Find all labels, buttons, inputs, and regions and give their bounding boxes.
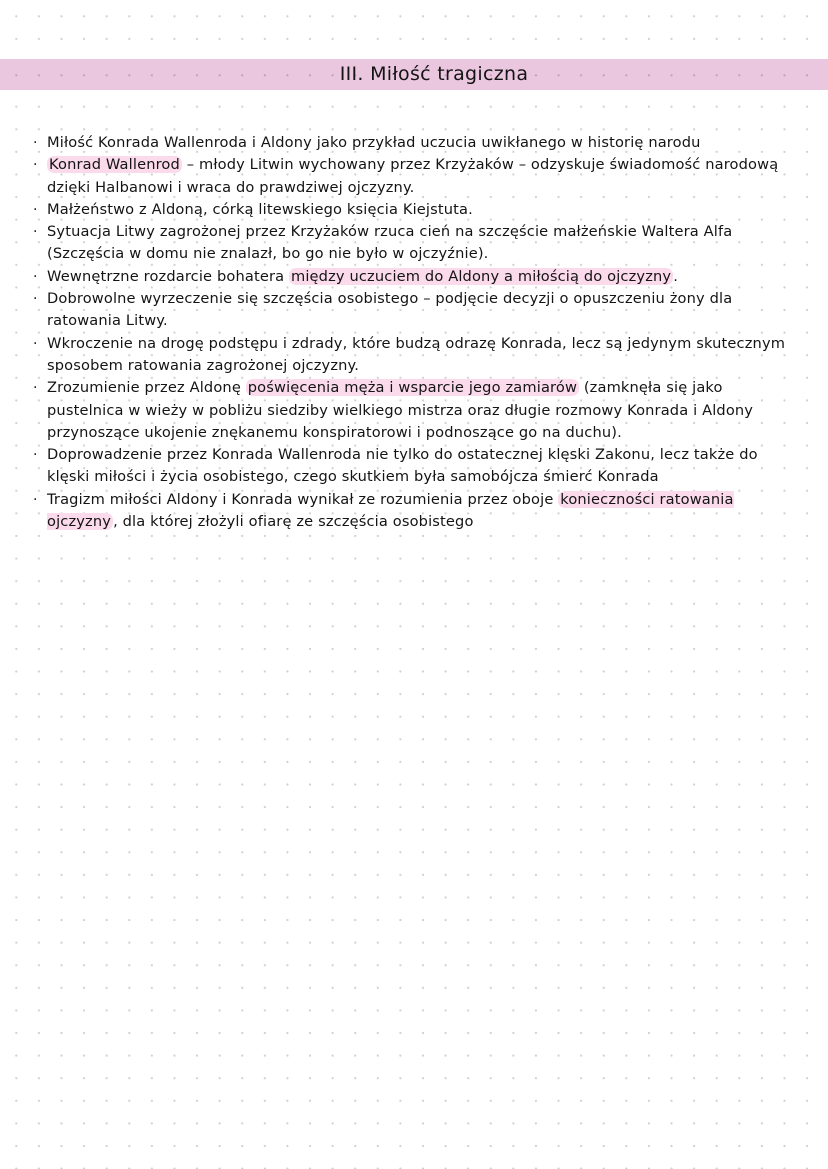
note-text: . [673,267,678,285]
bullet-dot-icon: · [33,447,38,464]
note-text: Sytuacja Litwy zagrożonej przez Krzyżaków rzuca cień na szczęście małżeńskie Waltera Alfa (Szczęścia w domu nie znalazł, bo go nie było w ojczyźnie). [47,223,733,263]
note-text: Wewnętrzne rozdarcie bohatera [47,267,289,285]
note-text: Zrozumienie przez Aldonę [47,379,246,397]
highlighted-text: poświęcenia męża i wsparcie jego zamiarów [247,379,578,397]
bullet-dot-icon: · [33,135,38,151]
note-item [32,333,802,378]
bullet-dot-icon: · [33,335,38,352]
note-text: Tragizm miłości Aldony i Konrada wynikał ze rozumienia przez oboje [47,490,559,508]
bullet-dot-icon: · [33,201,38,218]
highlighted-text: Konrad Wallenrod [49,156,180,174]
bullet-dot-icon: · [33,491,38,508]
notes-list [32,132,802,533]
bullet-dot-icon: · [33,268,38,285]
note-item [32,154,802,199]
note-item [32,444,802,489]
note-item [32,221,802,266]
note-text: , dla której złożyli ofiarę ze szczęścia osobistego [113,513,474,531]
highlighted-text: między uczuciem do Aldony a miłością do ojczyzny [290,267,672,285]
highlighted-text: konieczności ratowania ojczyzny [47,490,734,531]
note-item [32,489,802,534]
note-text: Małżeństwo z Aldoną, córką litewskiego księcia Kiejstuta. [47,200,473,218]
note-item [32,199,802,221]
page-title: III. Miłość tragiczna [339,63,529,85]
note-text: – młody Litwin wychowany przez Krzyżaków – odzyskuje świadomość narodową dzięki Halbanowi i wraca do prawdziwej ojczyzny. [47,156,779,196]
note-text: Miłość Konrada Wallenroda i Aldony jako przykład uczucia uwikłanego w historię narodu [47,134,701,151]
note-item [32,288,802,333]
note-text: Doprowadzenie przez Konrada Wallenroda nie tylko do ostatecznej klęski Zakonu, lecz także do klęski miłości i życia osobistego, czego skutkiem była samobójcza śmierć Konrada [47,446,758,486]
bullet-dot-icon: · [33,291,38,308]
note-text: Wkroczenie na drogę podstępu i zdrady, które budzą odrazę Konrada, lecz są jedynym skutecznym sposobem ratowania zagrożonej ojczyzny. [47,334,786,374]
note-item [32,377,802,444]
bullet-dot-icon: · [33,224,38,241]
note-text: (zamknęła się jako pustelnica w wieży w pobliżu siedziby wielkiego mistrza oraz długie rozmowy Konrada i Aldony przynoszące ukojenie znękanemu konspiratorowi i podnoszące go na duchu). [47,379,754,441]
note-text: Dobrowolne wyrzeczenie się szczęścia osobistego – podjęcie decyzji o opuszczeniu żony dla ratowania Litwy. [47,290,733,330]
bullet-dot-icon: · [33,157,38,174]
note-item [32,132,802,154]
bullet-dot-icon: · [33,380,38,397]
note-item [32,266,802,288]
